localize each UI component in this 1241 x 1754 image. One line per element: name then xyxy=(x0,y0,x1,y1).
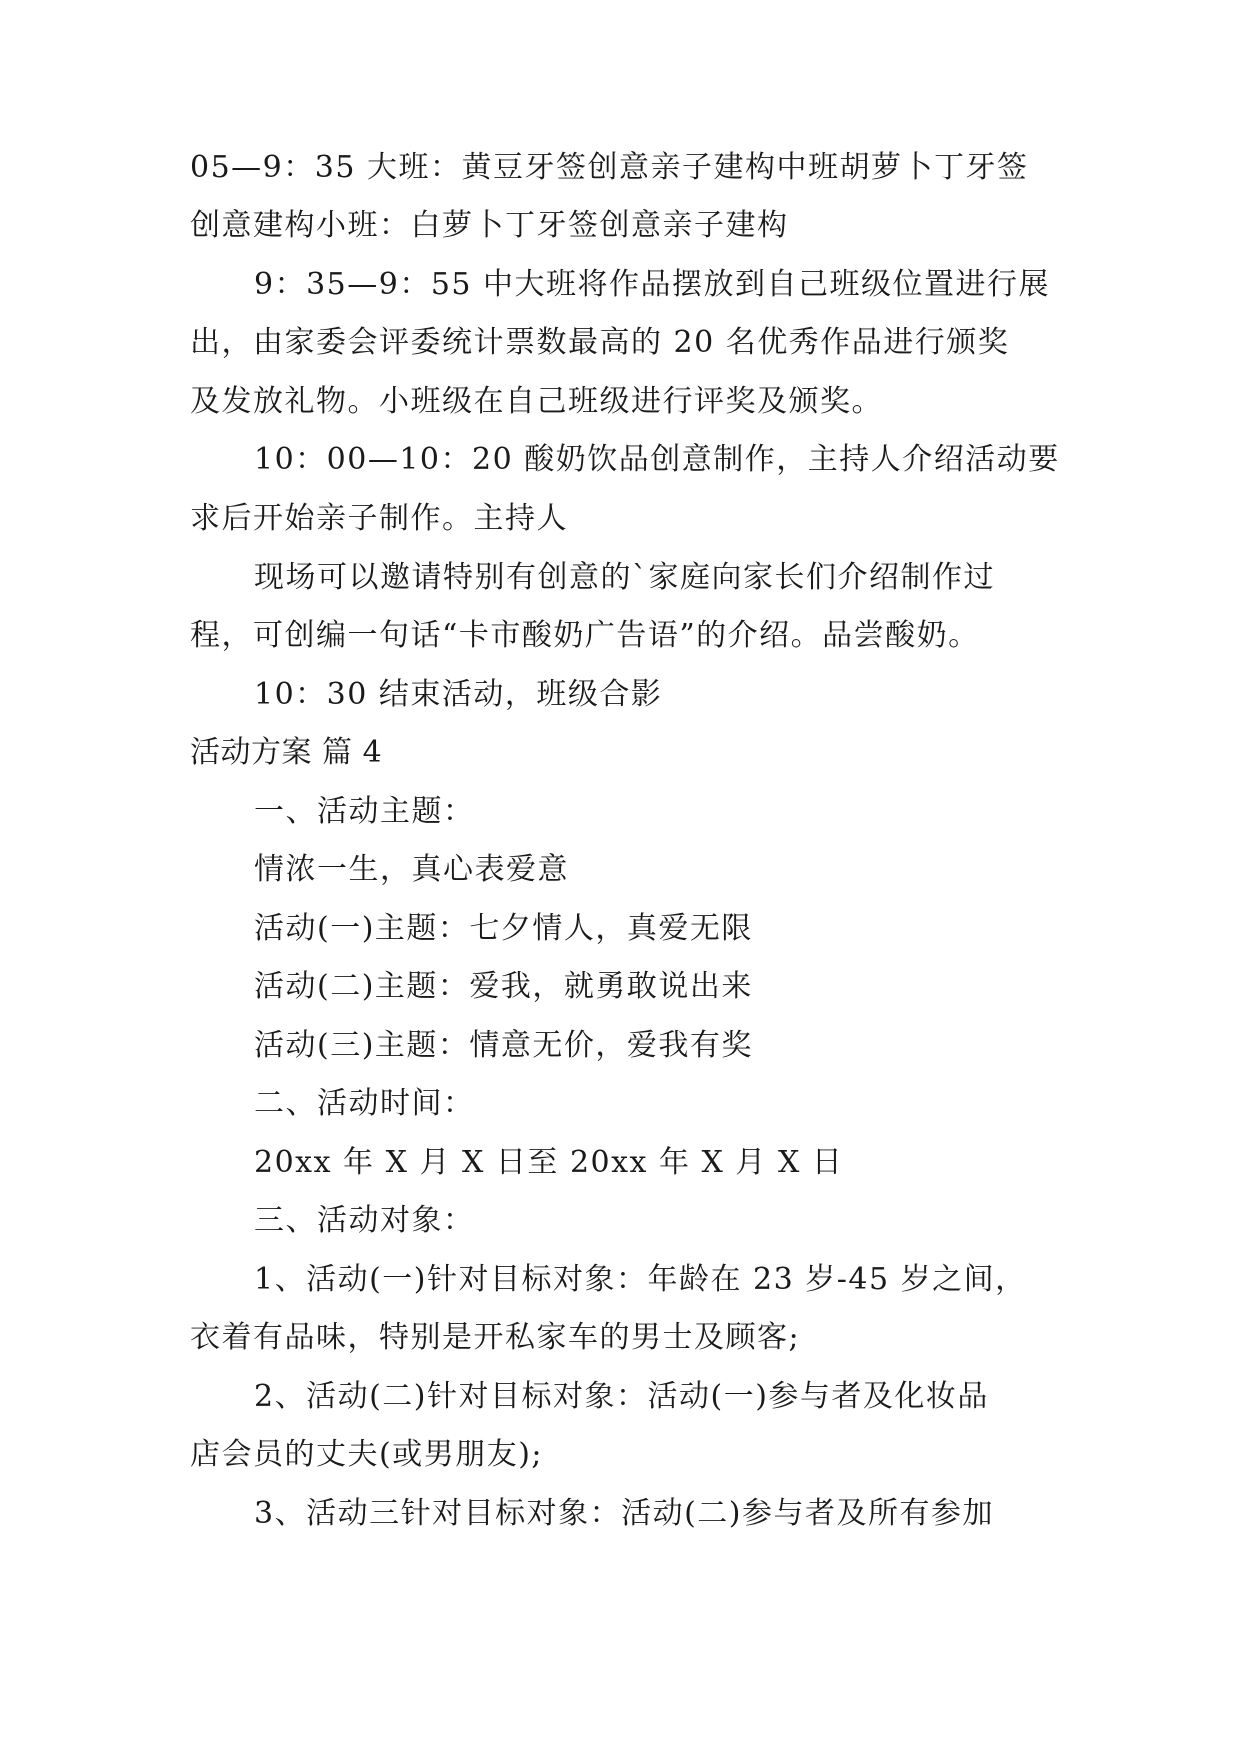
paragraph-line: 衣着有品味，特别是开私家车的男士及顾客; xyxy=(190,1320,801,1355)
paragraph-line: 05—9：35 大班：黄豆牙签创意亲子建构中班胡萝卜丁牙签 xyxy=(190,150,1029,185)
paragraph-line: 2、活动(二)针对目标对象：活动(一)参与者及化妆品 xyxy=(254,1379,989,1414)
paragraph-line: 活动(三)主题：情意无价，爱我有奖 xyxy=(254,1028,753,1063)
heading-line: 二、活动时间： xyxy=(254,1086,475,1121)
paragraph-line: 1、活动(一)针对目标对象：年龄在 23 岁-45 岁之间， xyxy=(254,1262,1027,1297)
paragraph-line: 情浓一生，真心表爱意 xyxy=(254,852,569,887)
paragraph-line: 及发放礼物。小班级在自己班级进行评奖及颁奖。 xyxy=(190,384,883,419)
heading-line: 三、活动对象： xyxy=(254,1203,475,1238)
paragraph-line: 店会员的丈夫(或男朋友); xyxy=(190,1437,544,1472)
paragraph-line: 活动(一)主题：七夕情人，真爱无限 xyxy=(254,911,753,946)
paragraph-line: 10：30 结束活动，班级合影 xyxy=(254,677,663,712)
paragraph-line: 出，由家委会评委统计票数最高的 20 名优秀作品进行颁奖 xyxy=(190,325,1010,360)
section-title: 活动方案 篇 4 xyxy=(190,735,383,770)
paragraph-line: 创意建构小班：白萝卜丁牙签创意亲子建构 xyxy=(190,208,789,243)
paragraph-line: 20xx 年 X 月 X 日至 20xx 年 X 月 X 日 xyxy=(254,1145,844,1180)
paragraph-line: 9：35—9：55 中大班将作品摆放到自己班级位置进行展 xyxy=(254,267,1051,302)
paragraph-line: 3、活动三针对目标对象：活动(二)参与者及所有参加 xyxy=(254,1496,994,1531)
paragraph-line: 活动(二)主题：爱我，就勇敢说出来 xyxy=(254,969,753,1004)
paragraph-line: 现场可以邀请特别有创意的`家庭向家长们介绍制作过 xyxy=(254,560,995,595)
heading-line: 一、活动主题： xyxy=(254,794,475,829)
paragraph-line: 求后开始亲子制作。主持人 xyxy=(190,501,568,536)
paragraph-line: 程，可创编一句话“卡市酸奶广告语”的介绍。品尝酸奶。 xyxy=(190,618,980,653)
paragraph-line: 10：00—10：20 酸奶饮品创意制作，主持人介绍活动要 xyxy=(254,442,1060,477)
